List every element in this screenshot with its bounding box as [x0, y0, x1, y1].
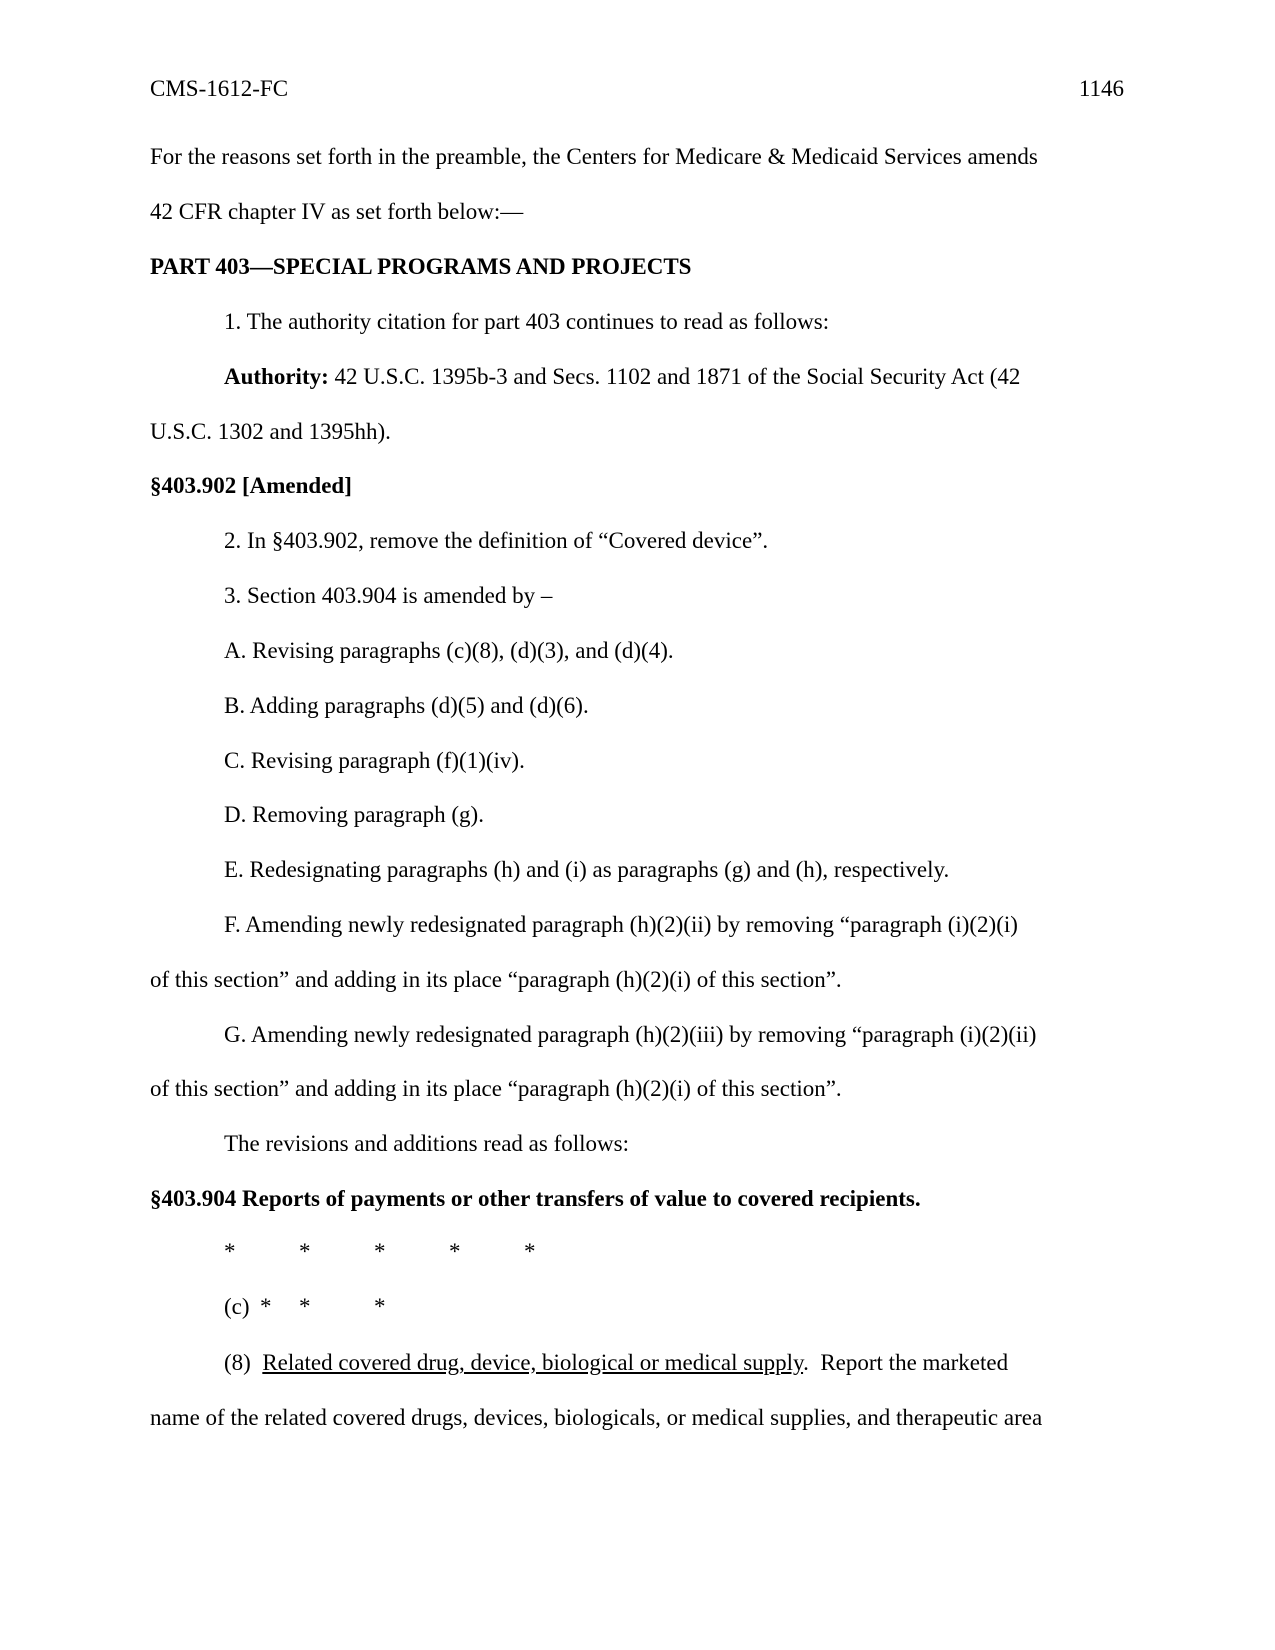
omission-stars	[224, 1236, 1130, 1268]
section-904-heading: §403.904 Reports of payments or other transfers of value to covered recipients.	[150, 1186, 921, 1211]
item-g: G. Amending newly redesignated paragraph (h)(2)(iii) by removing “paragraph (i)(2)(ii)	[224, 1022, 1037, 1047]
star: *	[449, 1239, 461, 1264]
star: *	[374, 1239, 386, 1264]
authority-continuation: U.S.C. 1302 and 1395hh).	[150, 419, 391, 444]
authority-line	[224, 361, 1130, 393]
intro-line-2: 42 CFR chapter IV as set forth below:—	[150, 199, 524, 224]
item-3: 3. Section 403.904 is amended by –	[224, 583, 553, 608]
authority-label: Authority:	[224, 364, 329, 389]
paragraph-8-label: (8)	[224, 1350, 263, 1375]
star: *	[260, 1294, 272, 1319]
item-d: D. Removing paragraph (g).	[224, 802, 484, 827]
item-b: B. Adding paragraphs (d)(5) and (d)(6).	[224, 693, 589, 718]
item-c: C. Revising paragraph (f)(1)(iv).	[224, 748, 525, 773]
document-id: CMS-1612-FC	[150, 76, 289, 101]
item-g-continuation: of this section” and adding in its place “paragraph (h)(2)(i) of this section”.	[150, 1076, 842, 1101]
paragraph-8-text: . Report the marketed	[803, 1350, 1009, 1375]
paragraph-c-line	[224, 1291, 1130, 1323]
paragraph-c-label: (c)	[224, 1294, 250, 1319]
page-header	[150, 73, 1124, 105]
part-heading: PART 403—SPECIAL PROGRAMS AND PROJECTS	[150, 254, 692, 279]
item-a: A. Revising paragraphs (c)(8), (d)(3), and (d)(4).	[224, 638, 674, 663]
item-f-continuation: of this section” and adding in its place “paragraph (h)(2)(i) of this section”.	[150, 967, 842, 992]
page-number: 1146	[1078, 76, 1124, 101]
star: *	[299, 1239, 311, 1264]
star: *	[224, 1239, 236, 1264]
item-1: 1. The authority citation for part 403 continues to read as follows:	[224, 309, 830, 334]
item-e: E. Redesignating paragraphs (h) and (i) as paragraphs (g) and (h), respectively.	[224, 857, 950, 882]
star: *	[374, 1294, 386, 1319]
authority-text: 42 U.S.C. 1395b-3 and Secs. 1102 and 1871 of the Social Security Act (42	[328, 364, 1021, 389]
star: *	[524, 1239, 536, 1264]
intro-line-1: For the reasons set forth in the preamble, the Centers for Medicare & Medicaid Services amends	[150, 144, 1038, 169]
paragraph-8-continuation: name of the related covered drugs, devices, biologicals, or medical supplies, and therapeutic area	[150, 1405, 1043, 1430]
item-f: F. Amending newly redesignated paragraph (h)(2)(ii) by removing “paragraph (i)(2)(i)	[224, 912, 1018, 937]
section-902-heading: §403.902 [Amended]	[150, 473, 352, 498]
star: *	[299, 1294, 311, 1319]
revisions-note: The revisions and additions read as follows:	[224, 1131, 629, 1156]
item-2: 2. In §403.902, remove the definition of “Covered device”.	[224, 528, 769, 553]
paragraph-8-title: Related covered drug, device, biological or medical supply	[262, 1350, 804, 1375]
paragraph-8-line	[224, 1347, 1130, 1379]
